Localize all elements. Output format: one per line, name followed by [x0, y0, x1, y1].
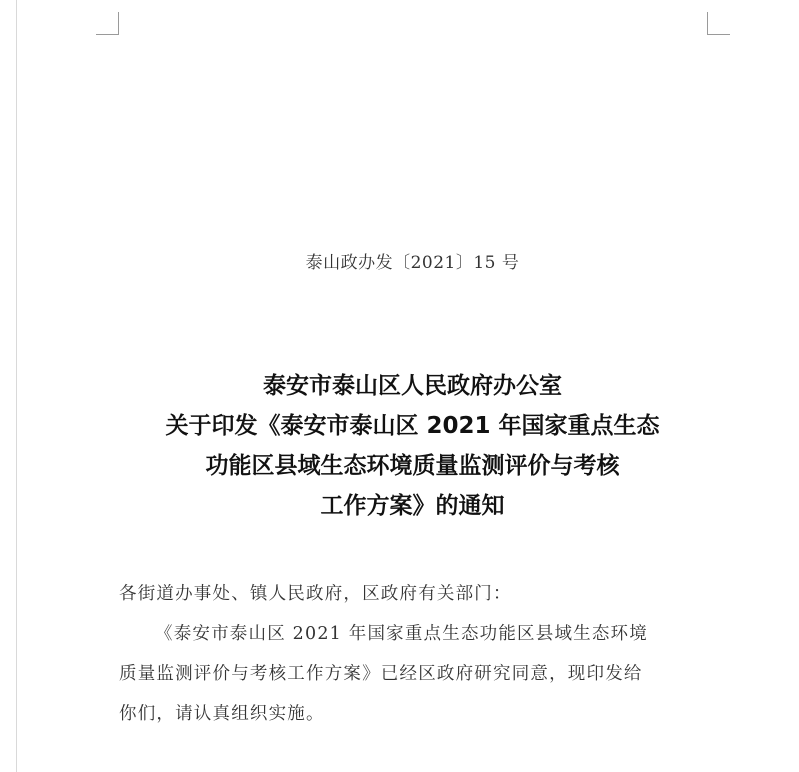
- body-line-3: 你们，请认真组织实施。: [119, 704, 325, 724]
- top-left-margin-mark: [96, 12, 119, 35]
- title-line-3: 功能区县域生态环境质量监测评价与考核: [205, 453, 620, 479]
- title-line-2: 关于印发《泰安市泰山区 2021 年国家重点生态: [165, 413, 660, 439]
- title-line-4: 工作方案》的通知: [320, 493, 505, 519]
- document-body: [119, 577, 719, 737]
- body-line-1: 《泰安市泰山区 2021 年国家重点生态功能区县域生态环境: [155, 624, 648, 644]
- document-title: [100, 366, 725, 526]
- top-right-margin-mark: [707, 12, 730, 35]
- salutation: 各街道办事处、镇人民政府，区政府有关部门：: [119, 584, 512, 604]
- title-line-1: 泰安市泰山区人民政府办公室: [263, 373, 562, 399]
- document-number: 泰山政办发〔2021〕15 号: [305, 253, 520, 273]
- body-line-2: 质量监测评价与考核工作方案》已经区政府研究同意，现印发给: [119, 664, 643, 684]
- page-left-edge: [16, 0, 17, 772]
